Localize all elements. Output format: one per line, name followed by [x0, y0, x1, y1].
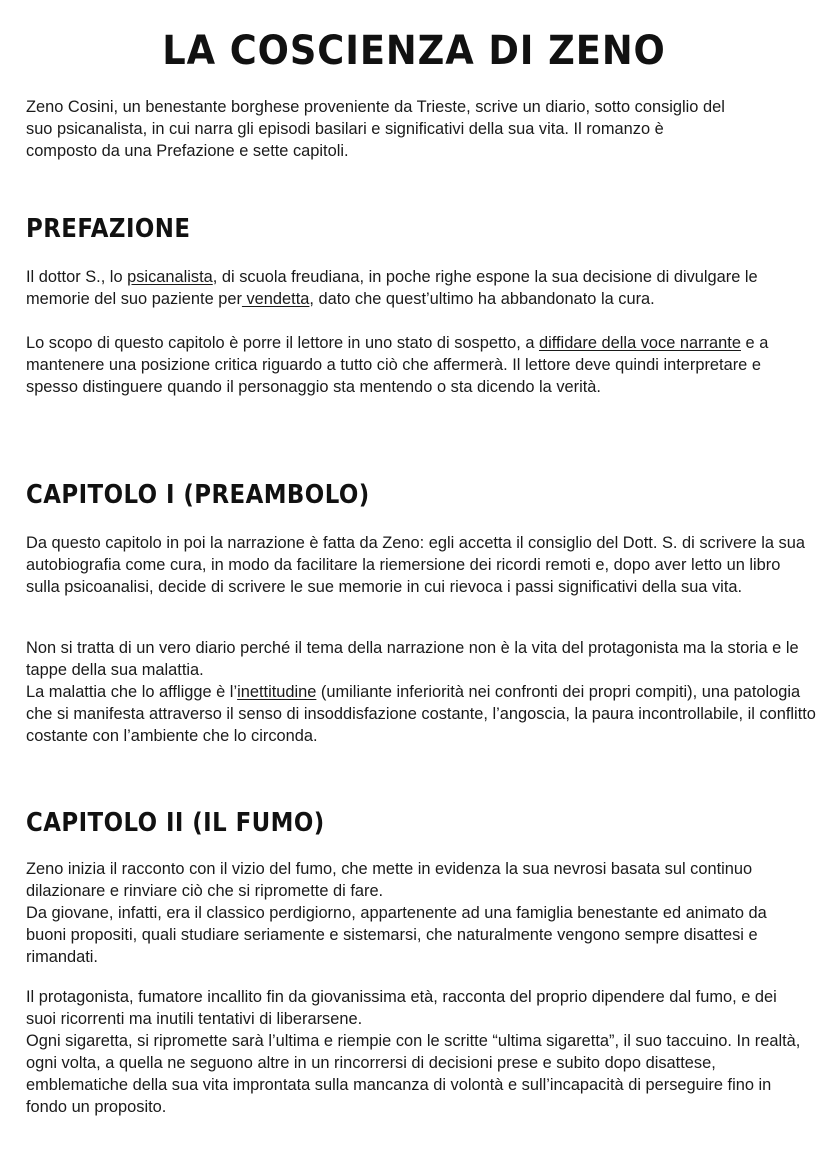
capitolo-1-paragraph-3: La malattia che lo affligge è l’inettitudine (umiliante inferiorità nei confronti dei propri compiti), una patologia che si manifesta attraverso il senso di insoddisfazione costante, l’angoscia, la paura incontrollabile, il conflitto costante con l’ambiente che lo circonda. — [26, 683, 816, 745]
capitolo-2-paragraph-2: Da giovane, infatti, era il classico perdigiorno, appartenente ad una famiglia benestante ed animato da buoni propositi, quali studiare seriamente e sistemarsi, che naturalmente vengono sempre disattesi e rimandati. — [26, 904, 767, 966]
underline-inettitudine: inettitudine — [237, 683, 317, 701]
section-heading-prefazione: PREFAZIONE — [26, 214, 191, 244]
capitolo-2-paragraph-3: Il protagonista, fumatore incallito fin da giovanissima età, racconta del proprio dipendere dal fumo, e dei suoi ricorrenti ma inutili tentativi di liberarsene. — [26, 988, 777, 1028]
page-title: LA COSCIENZA DI ZENO — [162, 28, 666, 74]
underline-vendetta: vendetta — [241, 290, 310, 308]
capitolo-1-paragraph-2: Non si tratta di un vero diario perché il tema della narrazione non è la vita del protagonista ma la storia e le tappe della sua malattia. — [26, 639, 799, 679]
intro-paragraph: Zeno Cosini, un benestante borghese proveniente da Trieste, scrive un diario, sotto consiglio del suo psicanalista, in cui narra gli episodi basilari e significativi della sua vita. Il romanzo è composto da una Prefazione e sette capitoli. — [26, 98, 725, 160]
capitolo-1-paragraph-1: Da questo capitolo in poi la narrazione è fatta da Zeno: egli accetta il consiglio del Dott. S. di scrivere la sua autobiografia come cura, in modo da facilitare la riemersione dei ricordi remoti e, dopo aver letto un libro sulla psicoanalisi, decide di scrivere le sue memorie in cui rievoca i passi significativi della sua vita. — [26, 534, 805, 596]
prefazione-paragraph-1: Il dottor S., lo psicanalista, di scuola freudiana, in poche righe espone la sua decisione di divulgare le memorie del suo paziente per vendetta, dato che quest’ultimo ha abbandonato la cura. — [26, 268, 758, 308]
capitolo-2-paragraph-1: Zeno inizia il racconto con il vizio del fumo, che mette in evidenza la sua nevrosi basata sul continuo dilazionare e rinviare ciò che si ripromette di fare. — [26, 860, 753, 900]
capitolo-2-paragraph-4: Ogni sigaretta, si ripromette sarà l’ultima e riempie con le scritte “ultima sigaretta”, il suo taccuino. In realtà, ogni volta, a quella ne seguono altre in un rincorrersi di decisioni prese e subito dopo disattese, emblematiche della sua vita improntata sulla mancanza di volontà e sull’incapacità di perseguire fino in fondo un proposito. — [26, 1032, 801, 1116]
underline-psicanalista: psicanalista — [127, 268, 213, 286]
underline-diffidare: diffidare della voce narrante — [538, 334, 741, 352]
section-heading-capitolo-1: CAPITOLO I (PREAMBOLO) — [26, 480, 370, 510]
prefazione-paragraph-2: Lo scopo di questo capitolo è porre il lettore in uno stato di sospetto, a diffidare della voce narrante e a mantenere una posizione critica riguardo a tutto ciò che affermerà. Il lettore deve quindi interpretare e spesso distinguere quando il personaggio sta mentendo o sta dicendo la verità. — [26, 334, 769, 396]
section-heading-capitolo-2: CAPITOLO II (IL FUMO) — [26, 808, 325, 838]
